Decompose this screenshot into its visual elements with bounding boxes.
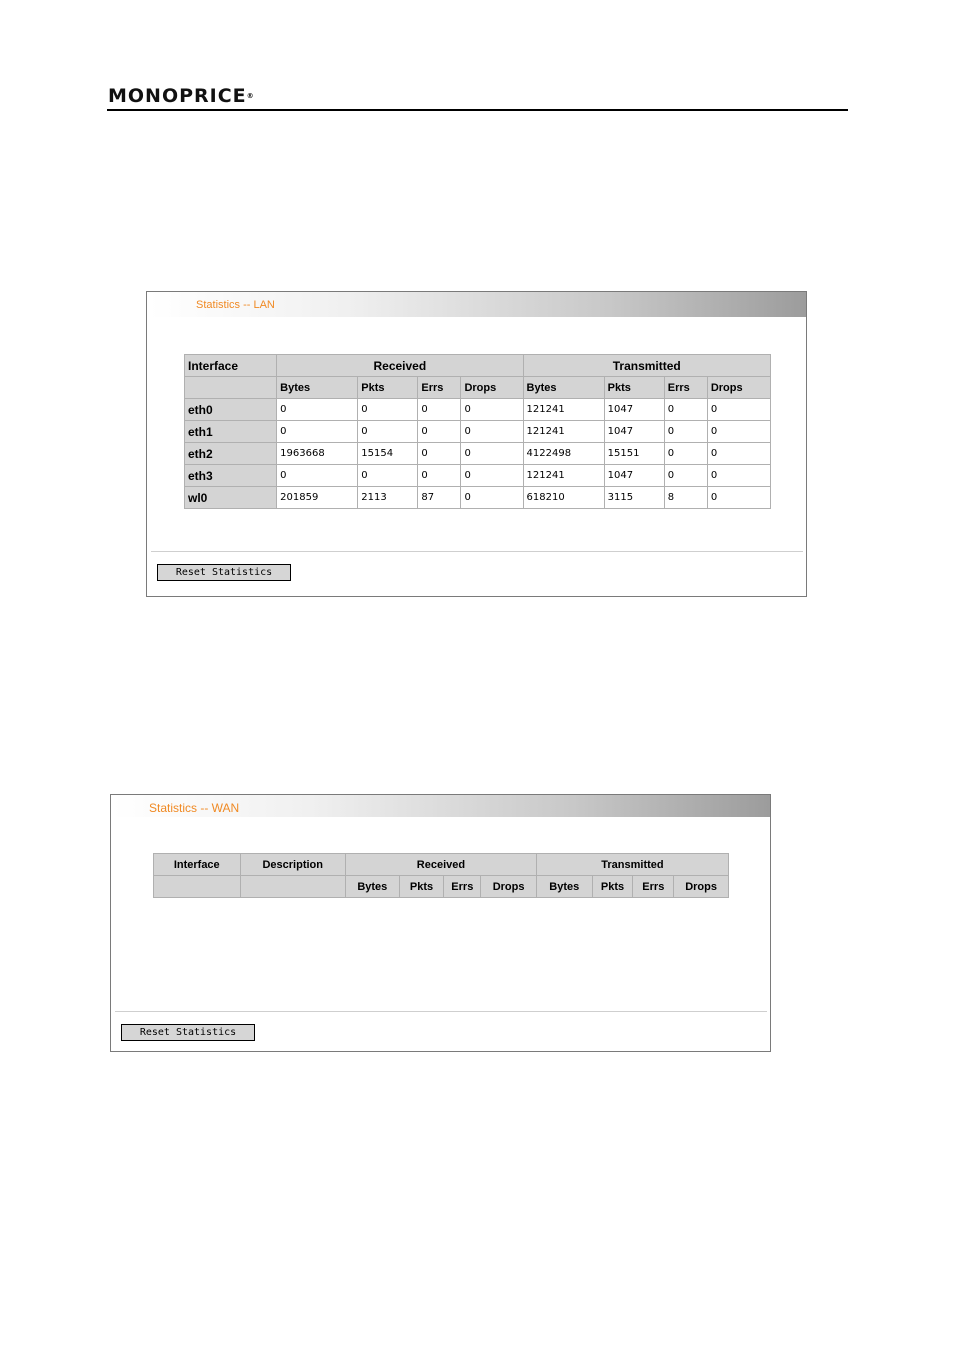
tx-pkts: 1047 <box>605 421 664 442</box>
lan-transmitted-header: Transmitted <box>524 355 770 376</box>
table-row <box>185 421 770 442</box>
rx-drops: 0 <box>461 487 522 508</box>
wan-rx-bytes-header: Bytes <box>346 876 399 897</box>
lan-tx-drops-header: Drops <box>708 377 770 398</box>
rx-errs: 87 <box>418 487 460 508</box>
wan-description-header: Description <box>241 854 345 875</box>
table-row <box>185 487 770 508</box>
lan-tx-bytes-header: Bytes <box>524 377 604 398</box>
rx-errs: 0 <box>418 421 460 442</box>
lan-subheader-row <box>185 377 770 398</box>
tx-bytes: 121241 <box>524 399 604 420</box>
wan-panel-title: Statistics -- WAN <box>149 801 240 815</box>
tx-bytes: 4122498 <box>524 443 604 464</box>
tx-errs: 0 <box>665 421 707 442</box>
rx-bytes: 1963668 <box>277 443 357 464</box>
wan-interface-header: Interface <box>154 854 240 875</box>
tx-errs: 0 <box>665 465 707 486</box>
lan-reset-statistics-button[interactable]: Reset Statistics <box>157 564 291 581</box>
wan-tx-errs-header: Errs <box>633 876 673 897</box>
lan-rx-drops-header: Drops <box>461 377 522 398</box>
rx-pkts: 0 <box>358 465 417 486</box>
table-row <box>185 465 770 486</box>
wan-subheader-row <box>154 876 728 897</box>
lan-panel-header <box>149 292 806 317</box>
wan-panel-separator <box>115 1011 767 1012</box>
rx-drops: 0 <box>461 443 522 464</box>
rx-bytes: 0 <box>277 421 357 442</box>
wan-reset-statistics-button[interactable]: Reset Statistics <box>121 1024 255 1041</box>
rx-pkts: 0 <box>358 399 417 420</box>
rx-pkts: 15154 <box>358 443 417 464</box>
rx-drops: 0 <box>461 465 522 486</box>
wan-transmitted-header: Transmitted <box>537 854 728 875</box>
lan-statistics-panel <box>146 291 807 597</box>
tx-errs: 0 <box>665 443 707 464</box>
tx-pkts: 15151 <box>605 443 664 464</box>
tx-pkts: 1047 <box>605 465 664 486</box>
rx-bytes: 201859 <box>277 487 357 508</box>
lan-tx-errs-header: Errs <box>665 377 707 398</box>
rx-bytes: 0 <box>277 465 357 486</box>
lan-tx-pkts-header: Pkts <box>605 377 664 398</box>
lan-rx-bytes-header: Bytes <box>277 377 357 398</box>
tx-bytes: 618210 <box>524 487 604 508</box>
interface-name: eth0 <box>185 399 276 420</box>
tx-errs: 0 <box>665 399 707 420</box>
interface-name: wl0 <box>185 487 276 508</box>
interface-name: eth2 <box>185 443 276 464</box>
rx-drops: 0 <box>461 421 522 442</box>
wan-panel-header <box>113 795 770 817</box>
tx-drops: 0 <box>708 399 770 420</box>
table-row <box>185 399 770 420</box>
lan-empty-subheader <box>185 377 276 398</box>
wan-rx-drops-header: Drops <box>481 876 536 897</box>
wan-empty-subheader <box>241 876 345 897</box>
rx-errs: 0 <box>418 465 460 486</box>
lan-header-row <box>185 355 770 376</box>
tx-drops: 0 <box>708 487 770 508</box>
wan-tx-bytes-header: Bytes <box>537 876 592 897</box>
lan-rx-errs-header: Errs <box>418 377 460 398</box>
rx-errs: 0 <box>418 443 460 464</box>
monoprice-logo: MONOPRICE® <box>108 85 255 107</box>
wan-rx-errs-header: Errs <box>444 876 480 897</box>
tx-drops: 0 <box>708 421 770 442</box>
wan-statistics-panel <box>110 794 771 1052</box>
lan-panel-title: Statistics -- LAN <box>196 299 275 311</box>
lan-statistics-table <box>184 354 771 509</box>
rx-pkts: 0 <box>358 421 417 442</box>
lan-rx-pkts-header: Pkts <box>358 377 417 398</box>
wan-statistics-table <box>153 853 729 898</box>
lan-received-header: Received <box>277 355 522 376</box>
tx-pkts: 3115 <box>605 487 664 508</box>
tx-bytes: 121241 <box>524 465 604 486</box>
wan-header-row <box>154 854 728 875</box>
tx-drops: 0 <box>708 443 770 464</box>
tx-pkts: 1047 <box>605 399 664 420</box>
interface-name: eth3 <box>185 465 276 486</box>
table-row <box>185 443 770 464</box>
wan-tx-drops-header: Drops <box>674 876 728 897</box>
rx-errs: 0 <box>418 399 460 420</box>
lan-panel-separator <box>151 551 803 552</box>
header-rule <box>107 109 848 111</box>
wan-rx-pkts-header: Pkts <box>400 876 444 897</box>
lan-interface-header: Interface <box>185 355 276 376</box>
tx-errs: 8 <box>665 487 707 508</box>
wan-received-header: Received <box>346 854 536 875</box>
rx-bytes: 0 <box>277 399 357 420</box>
rx-drops: 0 <box>461 399 522 420</box>
tx-drops: 0 <box>708 465 770 486</box>
wan-empty-subheader <box>154 876 240 897</box>
wan-tx-pkts-header: Pkts <box>593 876 633 897</box>
interface-name: eth1 <box>185 421 276 442</box>
rx-pkts: 2113 <box>358 487 417 508</box>
tx-bytes: 121241 <box>524 421 604 442</box>
